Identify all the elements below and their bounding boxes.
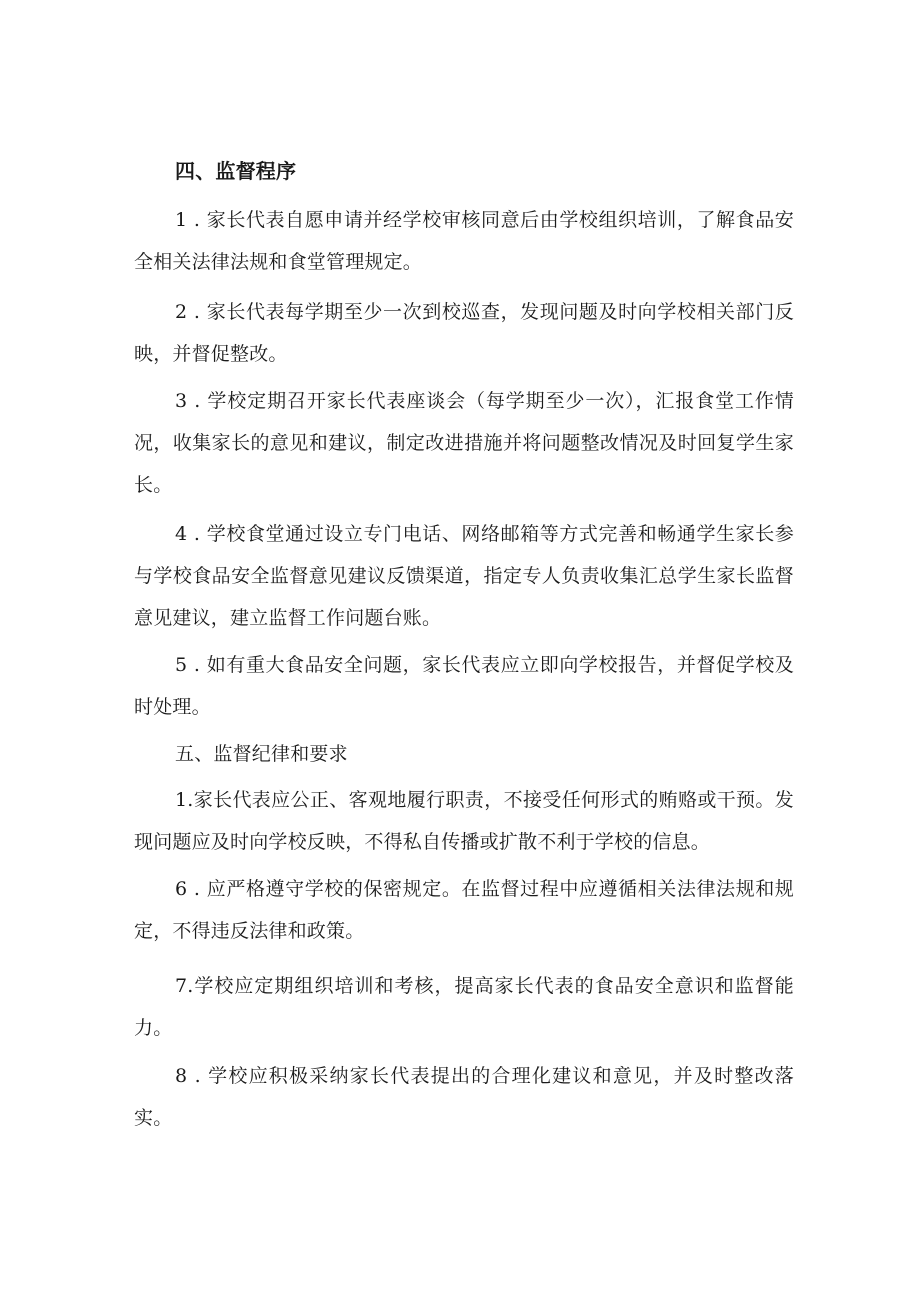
section-4-item-5: 5 . 如有重大食品安全问题，家长代表应立即向学校报告，并督促学校及时处理。 (134, 654, 794, 718)
section-5-item-1: 1.家长代表应公正、客观地履行职责，不接受任何形式的贿赂或干预。发现问题应及时向学校反映，不得私自传播或扩散不利于学校的信息。 (134, 789, 794, 853)
section-4-item-3: 3 . 学校定期召开家长代表座谈会（每学期至少一次），汇报食堂工作情况，收集家长的意见和建议，制定改进措施并将问题整改情况及时回复学生家长。 (134, 390, 794, 496)
section-4-item-1: 1 . 家长代表自愿申请并经学校审核同意后由学校组织培训，了解食品安全相关法律法规和食堂管理规定。 (134, 209, 794, 273)
section-4-title: 四、监督程序 (175, 159, 297, 183)
section-4-item-2: 2 . 家长代表每学期至少一次到校巡查，发现问题及时向学校相关部门反映，并督促整改。 (134, 301, 794, 365)
section-5-item-8: 8 . 学校应积极采纳家长代表提出的合理化建议和意见，并及时整改落实。 (134, 1065, 794, 1129)
section-5-title: 五、监督纪律和要求 (175, 743, 348, 765)
section-5-item-6: 6 . 应严格遵守学校的保密规定。在监督过程中应遵循相关法律法规和规定，不得违反法律和政策。 (134, 878, 794, 942)
section-5-item-7: 7.学校应定期组织培训和考核，提高家长代表的食品安全意识和监督能力。 (134, 975, 794, 1039)
section-4-item-4: 4 . 学校食堂通过设立专门电话、网络邮箱等方式完善和畅通学生家长参与学校食品安全监督意见建议反馈渠道，指定专人负责收集汇总学生家长监督意见建议，建立监督工作问题台账。 (134, 523, 794, 629)
